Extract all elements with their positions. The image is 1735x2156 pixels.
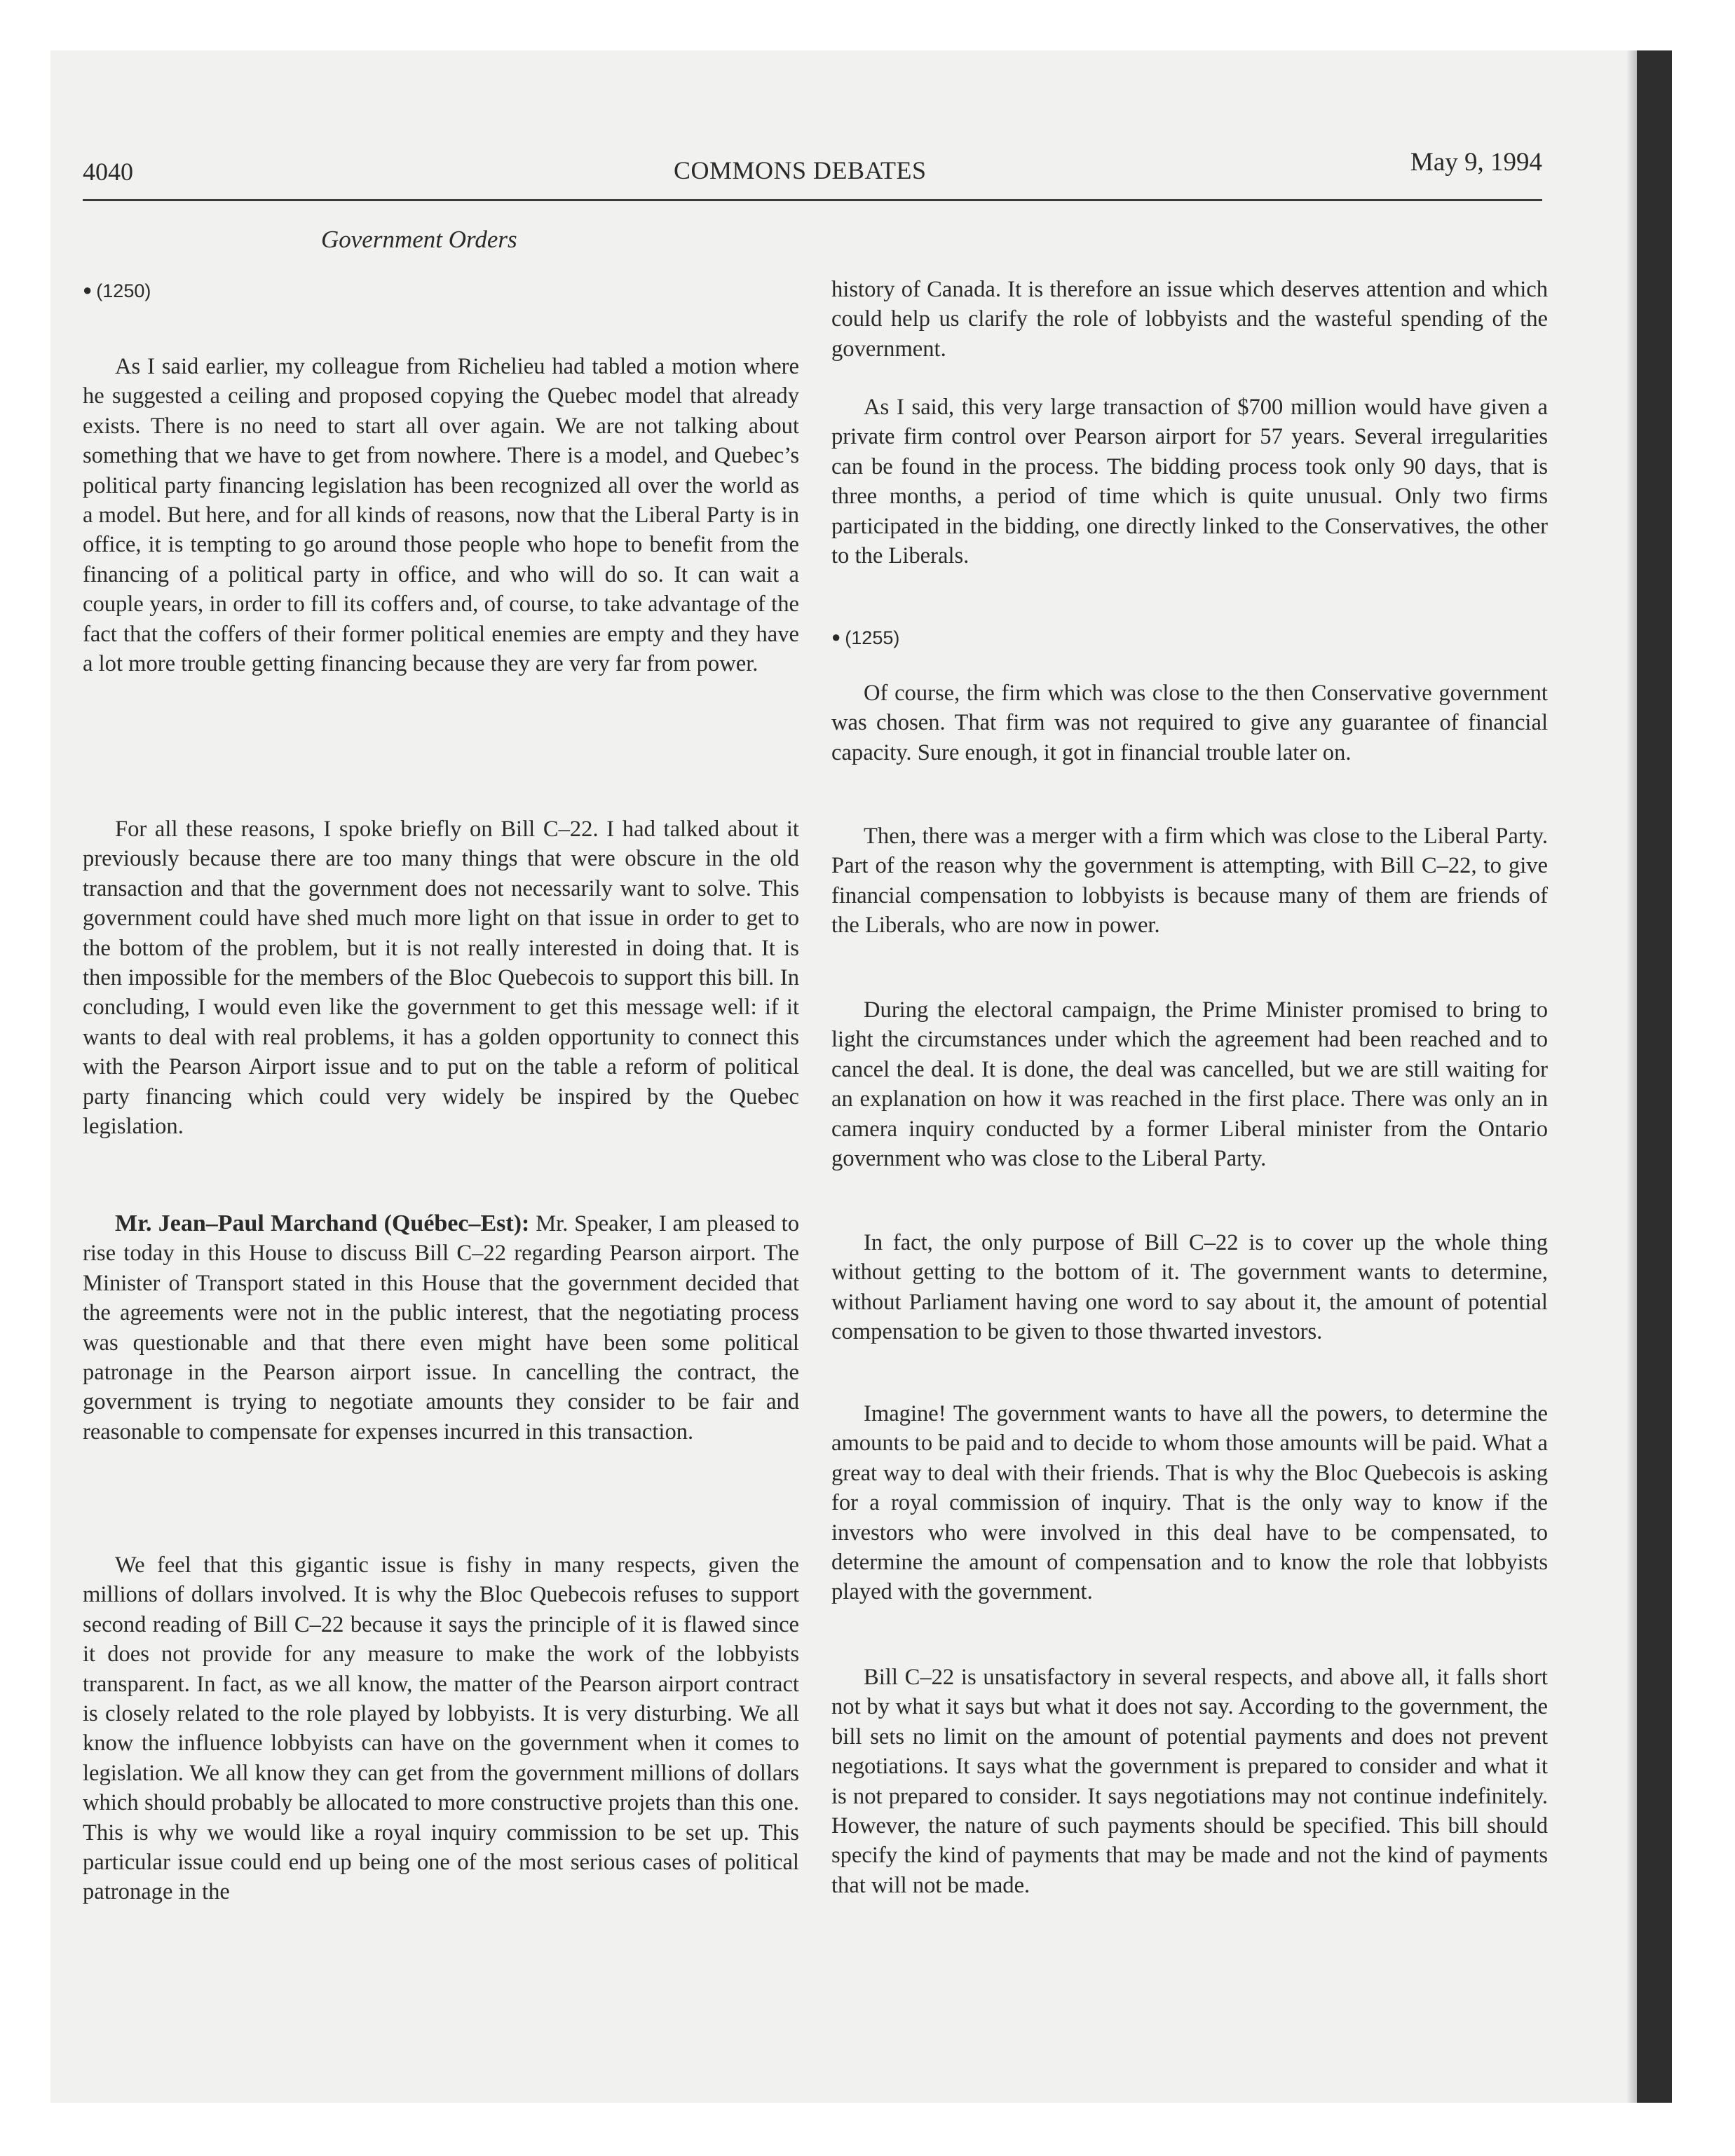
left-column-block-2 xyxy=(83,814,799,1141)
paragraph: In fact, the only purpose of Bill C–22 is to cover up the whole thing without getting to the bottom of it. The government wants to determine, without Parliament having one word to say about it, the amount of potential compensation to be given to those thwarted investors. xyxy=(831,1230,1548,1345)
paragraph: As I said earlier, my colleague from Richelieu had tabled a motion where he suggested a ceiling and proposed copying the Quebec model that already exists. There is no need to start all over again. We are not talking about something that we have to get from nowhere. There is a model, and Quebec’s political party financing legislation has been recognized all over the world as a model. But here, and for all kinds of reasons, now that the Liberal Party is in office, it is tempting to go around those people who hope to benefit from the financing of a political party in office, and who will do so. It can wait a couple years, in order to fill its coffers and, of course, to take advantage of the fact that the coffers of their former political enemies are empty and they have a lot more trouble getting financing because they are very far from power. xyxy=(83,354,799,677)
right-column-block-1 xyxy=(831,275,1548,364)
speaker-name: Mr. Jean–Paul Marchand (Québec–Est): xyxy=(115,1210,530,1236)
speech-text: Mr. Speaker, I am pleased to rise today in this House to discuss Bill C–22 regarding Pearson airport. The Minister of Transport stated in this House that the government decided that the agreements were not in the public interest, that the negotiating process was questionable and that there even might have been some political patronage in the Pearson airport issue. In cancelling the contract, the government is trying to negotiate amounts they consider to be fair and reasonable to compensate for expenses incurred in this transaction. xyxy=(83,1211,799,1445)
scan-margin-right xyxy=(1672,0,1735,2156)
paragraph: Bill C–22 is unsatisfactory in several respects, and above all, it falls short not by what it says but what it does not say. According to the government, the bill sets no limit on the amount of potential payments and does not prevent negotiations. It says what the government is prepared to consider and what it is not prepared to consider. It says negotiations may not continue indefinitely. However, the nature of such payments should be specified. This bill should specify the kind of payments that may be made and not the kind of payments that will not be made. xyxy=(831,1665,1548,1898)
bullet-icon: ● xyxy=(83,281,93,299)
section-title: Government Orders xyxy=(321,226,517,253)
time-marker-1255 xyxy=(831,627,899,649)
right-column-block-8 xyxy=(831,1663,1548,1900)
right-column-block-2 xyxy=(831,393,1548,571)
paragraph: During the electoral campaign, the Prime Minister promised to bring to light the circumstances under which the agreement had been reached and to cancel the deal. It is done, the deal was cancelled, but we are still waiting for an explanation on how it was reached in the first place. There was only an in camera inquiry conducted by a former Liberal minister from the Ontario government who was close to the Liberal Party. xyxy=(831,997,1548,1172)
right-column-block-7 xyxy=(831,1399,1548,1607)
right-column-block-6 xyxy=(831,1228,1548,1347)
time-marker-label: (1250) xyxy=(96,280,151,301)
left-column-block-1 xyxy=(83,352,799,678)
paragraph: As I said, this very large transaction of $700 million would have given a private firm control over Pearson airport for 57 years. Several irregularities can be found in the process. The bidding process took only 90 days, that is three months, a period of time which is quite unusual. Only two firms participated in the bidding, one directly linked to the Conservatives, the other to the Liberals. xyxy=(831,395,1548,569)
time-marker-label: (1255) xyxy=(845,627,900,648)
page-number: 4040 xyxy=(83,158,133,186)
publication-title: COMMONS DEBATES xyxy=(674,156,927,184)
paragraph: Then, there was a merger with a firm which was close to the Liberal Party. Part of the reason why the government is attempting, with Bill C–22, to give financial compensation to lobbyists is because many of them are friends of the Liberals, who are now in power. xyxy=(831,824,1548,939)
running-header xyxy=(83,146,1542,185)
left-column-block-3 xyxy=(83,1209,799,1447)
scan-margin-bottom xyxy=(0,2103,1735,2156)
left-column-block-4 xyxy=(83,1550,799,1907)
right-column-block-5 xyxy=(831,995,1548,1173)
paragraph: Of course, the firm which was close to the then Conservative government was chosen. That firm was not required to give any guarantee of financial capacity. Sure enough, it got in financial trouble later on. xyxy=(831,681,1548,765)
time-marker-1250 xyxy=(83,280,151,302)
scan-margin-left xyxy=(0,0,50,2156)
paragraph xyxy=(83,1209,799,1447)
binding-shadow xyxy=(1626,50,1637,2103)
right-column-block-3 xyxy=(831,678,1548,767)
paragraph: We feel that this gigantic issue is fishy in many respects, given the millions of dollars involved. It is why the Bloc Quebecois refuses to support second reading of Bill C–22 because it says the principle of it is flawed since it does not provide for any measure to make the work of the lobbyists transparent. In fact, as we all know, the matter of the Pearson airport contract is closely related to the role played by lobbyists. It is very disturbing. We all know the influence lobbyists can have on the government when it comes to legislation. We all know they can get from the government millions of dollars which should probably be allocated to more constructive projets than this one. This is why we would like a royal inquiry commission to be set up. This particular issue could end up being one of the most serious cases of political patronage in the xyxy=(83,1553,799,1905)
bullet-icon: ● xyxy=(831,628,841,646)
scan-margin-top xyxy=(0,0,1735,50)
page-binding-edge xyxy=(1637,50,1672,2103)
paragraph-continued: history of Canada. It is therefore an issue which deserves attention and which could help us clarify the role of lobbyists and the wasteful spending of the government. xyxy=(831,277,1548,362)
right-column-block-4 xyxy=(831,821,1548,941)
sitting-date: May 9, 1994 xyxy=(1410,148,1542,177)
paragraph: Imagine! The government wants to have all the powers, to determine the amounts to be paid and to decide to whom those amounts will be paid. What a great way to deal with their friends. That is why the Bloc Quebecois is asking for a royal commission of inquiry. That is the only way to know if the investors who were involved in this deal have to be compensated, to determine the amount of compensation and to know the role that lobbyists played with the government. xyxy=(831,1401,1548,1605)
paragraph: For all these reasons, I spoke briefly on Bill C–22. I had talked about it previously because there are too many things that were obscure in the old transaction and that the government does not necessarily want to solve. This government could have shed much more light on that issue in order to get to the bottom of the problem, but it is not really interested in doing that. It is then impossible for the members of the Bloc Quebecois to support this bill. In concluding, I would even like the government to get this message well: if it wants to deal with real problems, it has a golden opportunity to connect this with the Pearson Airport issue and to put on the table a reform of political party financing which could very widely be inspired by the Quebec legislation. xyxy=(83,817,799,1140)
header-rule xyxy=(83,199,1542,201)
